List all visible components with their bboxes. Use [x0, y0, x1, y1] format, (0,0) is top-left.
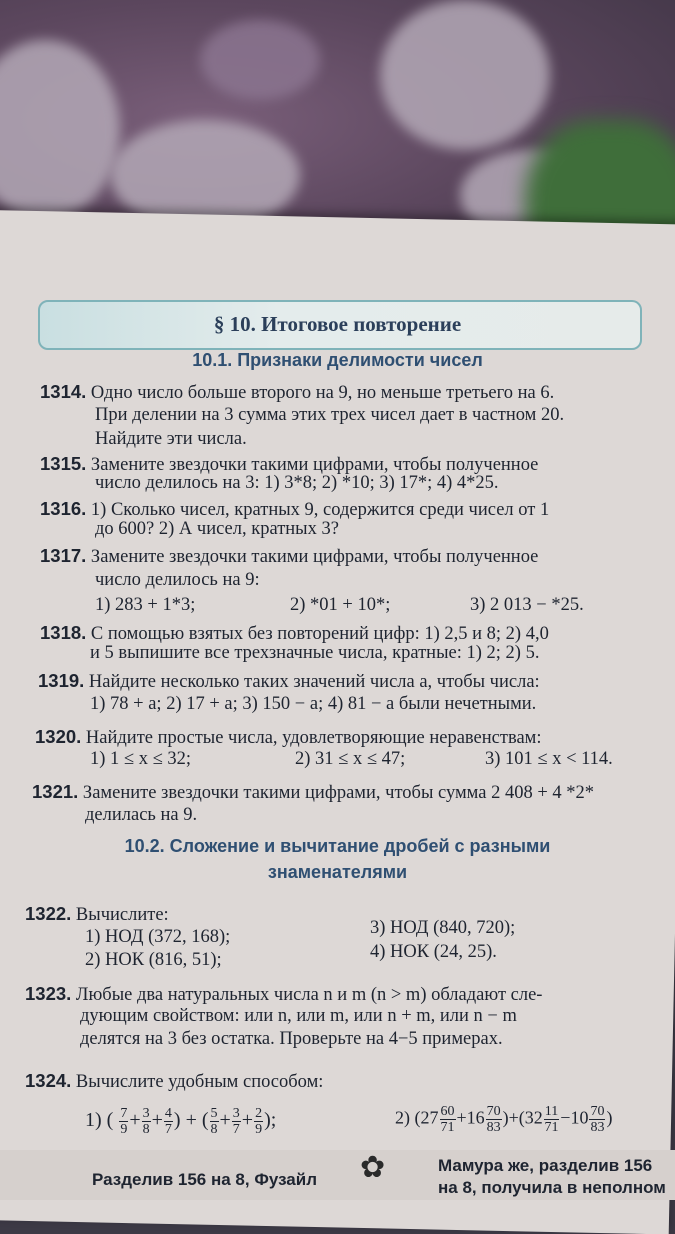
problem-1317-item-1: 1) 283 + 1*3; [95, 595, 196, 615]
problem-1324-expression-2: 2) (27 $\frac{60}{71}$ +16 $\frac{70}{83}$ )+(32 $\frac{11}{71}$ −10 $\frac{70}{83}$ ) [395, 1104, 613, 1135]
section-title: § 10. Итоговое повторение [213, 312, 462, 336]
problem-1322-item-2: 2) НОК (816, 51); [85, 950, 222, 970]
problem-1324-expression-1: 1) ( $\frac{7}{9}$ + $\frac{3}{8}$ + $\frac{4}{7}$ ) + ( $\frac{5}{8}$ + $\frac{3}{7}$ + $\frac{2}{9}$ ); [85, 1106, 277, 1137]
problem-1317-line-1: 1317. Замените звездочки такими цифрами, чтобы полученное [40, 545, 539, 567]
problem-1318-line-1: 1318. С помощью взятых без повторений цифр: 1) 2,5 и 8; 2) 4,0 [40, 622, 549, 644]
decorative-figure-icon: ✿ [360, 1151, 386, 1184]
footer-left-text: Разделив 156 на 8, Фузайл [92, 1170, 318, 1189]
problem-1316-line-1: 1316. 1) Сколько чисел, кратных 9, содержится среди чисел от 1 [40, 498, 550, 520]
subsection-title-2-line-1: 10.2. Сложение и вычитание дробей с разными [124, 836, 551, 856]
footer-right-line-2: на 8, получила в неполном [438, 1178, 666, 1197]
problem-1322-line-1: 1322. Вычислите: [25, 903, 169, 925]
problem-1318-line-2: и 5 выпишите все трехзначные числа, кратные: 1) 2; 2) 5. [90, 643, 540, 663]
problem-1323-line-1: 1323. Любые два натуральных числа n и m (n > m) обладают сле- [25, 983, 543, 1005]
problem-1315-line-2: число делилось на 3: 1) 3*8; 2) *10; 3) 17*; 4) 4*25. [95, 473, 499, 493]
problem-1320-item-3: 3) 101 ≤ x < 114. [485, 749, 613, 769]
problem-1322-item-1: 1) НОД (372, 168); [85, 927, 231, 947]
problem-1317-line-2: число делилось на 9: [95, 570, 260, 590]
problem-1314-line-1: 1314. Одно число больше второго на 9, но меньше третьего на 6. [40, 381, 555, 403]
problem-1323-line-2: дующим свойством: или n, или m, или n + m, или n − m [80, 1006, 517, 1026]
problem-1321-line-1: 1321. Замените звездочки такими цифрами, чтобы сумма 2 408 + 4 *2* [32, 781, 595, 803]
problem-1319-line-2: 1) 78 + a; 2) 17 + a; 3) 150 − a; 4) 81 − a были нечетными. [90, 694, 537, 714]
problem-1321-line-2: делилась на 9. [85, 805, 198, 825]
problem-1320-item-1: 1) 1 ≤ x ≤ 32; [90, 749, 191, 769]
problem-1315-line-1: 1315. Замените звездочки такими цифрами, чтобы полученное [40, 453, 539, 475]
footer-right-line-1: Мамура же, разделив 156 [438, 1156, 653, 1175]
problem-1316-line-2: до 600? 2) А чисел, кратных 3? [95, 519, 339, 539]
problem-1320-item-2: 2) 31 ≤ x ≤ 47; [295, 749, 406, 769]
problem-1319-line-1: 1319. Найдите несколько таких значений числа a, чтобы числа: [38, 670, 540, 692]
subsection-title-2-line-2: знаменателями [267, 862, 408, 882]
problem-1314-line-2: При делении на 3 сумма этих трех чисел дает в частном 20. [95, 405, 565, 425]
problem-1317-item-2: 2) *01 + 10*; [290, 595, 391, 615]
problem-1317-item-3: 3) 2 013 − *25. [470, 595, 584, 615]
problem-1323-line-3: делятся на 3 без остатка. Проверьте на 4−5 примерах. [80, 1029, 503, 1049]
problem-1314-line-3: Найдите эти числа. [95, 429, 247, 449]
problem-1322-item-4: 4) НОК (24, 25). [370, 942, 497, 962]
problem-1320-line-1: 1320. Найдите простые числа, удовлетворяющие неравенствам: [35, 726, 542, 748]
subsection-title-1: 10.1. Признаки делимости чисел [192, 350, 483, 370]
problem-1324-line-1: 1324. Вычислите удобным способом: [25, 1070, 324, 1092]
problem-1322-item-3: 3) НОД (840, 720); [370, 918, 516, 938]
